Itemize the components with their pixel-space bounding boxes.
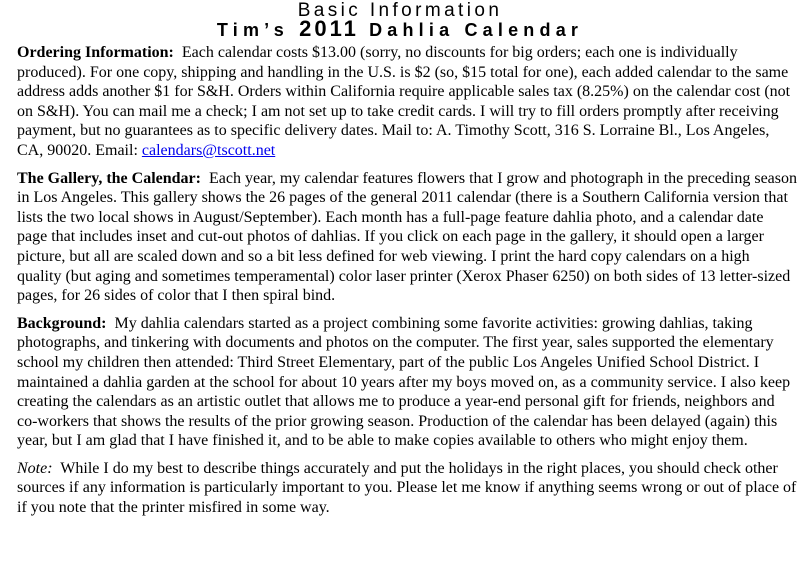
ordering-heading: Ordering Information: bbox=[17, 44, 174, 61]
ordering-text: Each calendar costs $13.00 (sorry, no discounts for big orders; each one is individually produced). For one copy, shipping and handling in the U.S. is $2 (so, $15 total for one), each added calendar to the same address adds another $1 for S&H. Orders within California require applicable sales tax (8.25%) on the calendar cost (not on S&H). You can mail me a check; I am not set up to take credit cards. I will try to fill orders promptly after receiving payment, but no guarantees as to specific delivery dates. Mail to: A. Timothy Scott, 316 S. Lorraine Bl., Los Angeles, CA, 90020. Email: bbox=[17, 44, 791, 159]
gallery-text: Each year, my calendar features flowers that I grow and photograph in the preceding season in Los Angeles. This gallery shows the 26 pages of the general 2011 calendar (there is a Southern California version that lists the two local shows in August/September). Each month has a full-page feature dahlia photo, and a calendar date page that includes inset and cut-out photos of dahlias. If you click on each page in the gallery, it should open a larger picture, but all are scaled down and so a bit less defined for web viewing. I print the hard copy calendars on a high quality (but aging and sometimes temperamental) color laser printer (Xerox Phaser 6250) on both sides of 13 letter-sized pages, for 26 sides of color that I then spiral bind. bbox=[17, 169, 797, 305]
ordering-paragraph bbox=[17, 43, 797, 161]
title-prefix: Tim’s bbox=[216, 20, 289, 40]
document-body bbox=[17, 43, 797, 526]
title-suffix: Dahlia Calendar bbox=[369, 20, 584, 40]
title-year: 2011 bbox=[299, 16, 359, 41]
note-text: While I do my best to describe things accurately and put the holidays in the right places, you should check other sources if any information is particularly important to you. Please let me know if anything seems wrong or out of place of if you note that the printer misfired in some way. bbox=[17, 459, 797, 517]
header bbox=[0, 0, 800, 39]
gallery-paragraph bbox=[17, 169, 797, 306]
background-heading: Background: bbox=[17, 314, 107, 332]
background-paragraph bbox=[17, 314, 797, 451]
email-link[interactable]: calendars@tscott.net bbox=[141, 141, 276, 159]
background-text: My dahlia calendars started as a project combining some favorite activities: growing dahlias, taking photographs, and tinkering with documents and photos on the computer. The first year, sales supported the elementary school my children then attended: Third Street Elementary, part of the public Los Angeles Unified School District. I maintained a dahlia garden at the school for about 10 years after my boys moved on, as a community service. I also keep creating the calendars as an artistic outlet that allows me to produce a year-end personal gift for friends, neighbors and co-workers that shows the results of the prior growing season. Production of the calendar has been delayed (again) this year, but I am glad that I have finished it, and to be able to make copies available to others who might enjoy them. bbox=[17, 314, 791, 450]
page-subtitle: Basic Information bbox=[297, 0, 503, 21]
page-title bbox=[0, 16, 800, 41]
note-heading: Note: bbox=[17, 459, 53, 477]
gallery-heading: The Gallery, the Calendar: bbox=[17, 169, 201, 187]
note-paragraph bbox=[17, 459, 797, 518]
